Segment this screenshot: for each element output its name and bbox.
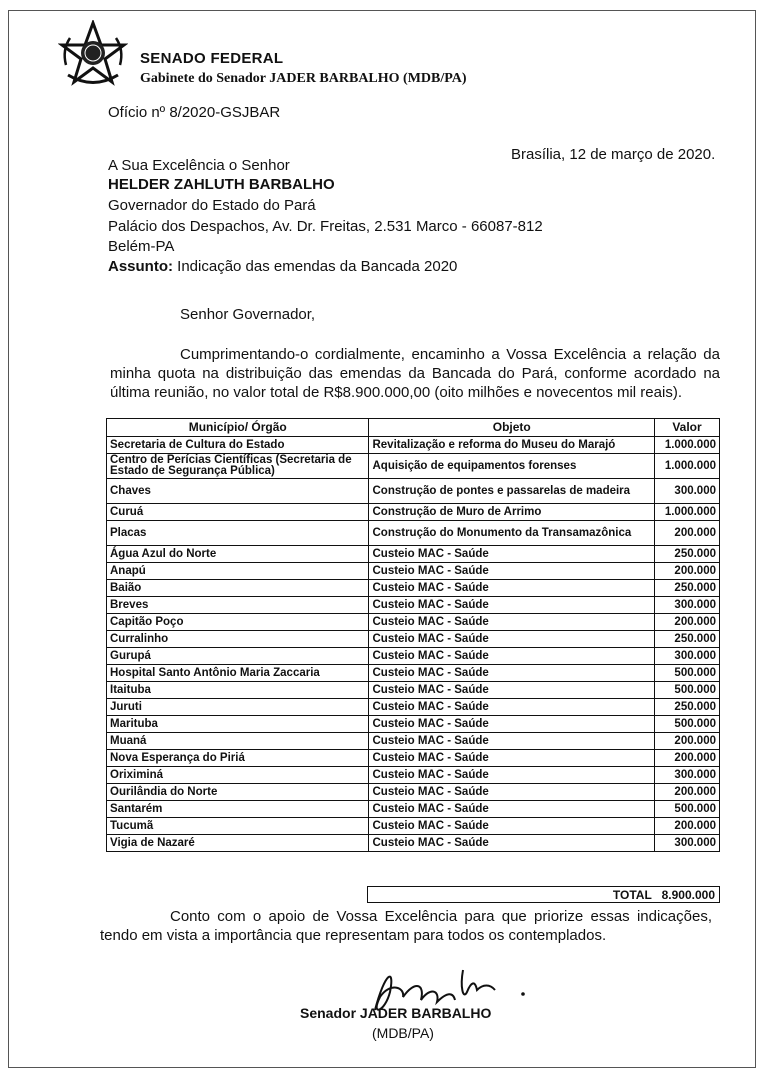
- subject-text: Indicação das emendas da Bancada 2020: [177, 258, 458, 275]
- table-row: [107, 479, 720, 504]
- cell-municipio: Muaná: [107, 733, 369, 750]
- cell-objeto: Construção de Muro de Arrimo: [369, 504, 655, 521]
- cell-objeto: Custeio MAC - Saúde: [369, 648, 655, 665]
- cell-valor: 1.000.000: [655, 437, 720, 454]
- cell-objeto: Custeio MAC - Saúde: [369, 699, 655, 716]
- cell-municipio: Anapú: [107, 563, 369, 580]
- cell-municipio: Curuá: [107, 504, 369, 521]
- cell-valor: 250.000: [655, 699, 720, 716]
- cell-municipio: Placas: [107, 521, 369, 546]
- cell-valor: 300.000: [655, 597, 720, 614]
- cell-municipio: Gurupá: [107, 648, 369, 665]
- cell-municipio: Hospital Santo Antônio Maria Zaccaria: [107, 665, 369, 682]
- document-reference: Ofício nº 8/2020-GSJBAR: [108, 104, 281, 121]
- cell-municipio: Água Azul do Norte: [107, 546, 369, 563]
- total-label: TOTAL: [612, 888, 652, 902]
- cell-municipio: Oriximiná: [107, 767, 369, 784]
- column-header-valor: Valor: [655, 419, 720, 437]
- subject-label: Assunto:: [108, 258, 173, 275]
- cell-objeto: Custeio MAC - Saúde: [369, 682, 655, 699]
- column-header-municipio: Município/ Órgão: [107, 419, 369, 437]
- cell-valor: 500.000: [655, 801, 720, 818]
- table-row: [107, 716, 720, 733]
- table-row: [107, 597, 720, 614]
- cell-municipio: Baião: [107, 580, 369, 597]
- cell-municipio: Marituba: [107, 716, 369, 733]
- cell-valor: 300.000: [655, 835, 720, 852]
- recipient-title: Governador do Estado do Pará: [108, 197, 316, 214]
- table-row: [107, 750, 720, 767]
- cell-municipio: Capitão Poço: [107, 614, 369, 631]
- cell-municipio: Nova Esperança do Piriá: [107, 750, 369, 767]
- table-row: [107, 580, 720, 597]
- cell-objeto: Custeio MAC - Saúde: [369, 716, 655, 733]
- table-row: [107, 563, 720, 580]
- cell-municipio: Chaves: [107, 479, 369, 504]
- recipient-city: Belém-PA: [108, 238, 175, 255]
- cell-objeto: Custeio MAC - Saúde: [369, 546, 655, 563]
- cell-valor: 200.000: [655, 521, 720, 546]
- cell-objeto: Custeio MAC - Saúde: [369, 750, 655, 767]
- table-row: [107, 546, 720, 563]
- cell-objeto: Custeio MAC - Saúde: [369, 801, 655, 818]
- table-row: [107, 648, 720, 665]
- cell-valor: 200.000: [655, 614, 720, 631]
- cell-objeto: Custeio MAC - Saúde: [369, 597, 655, 614]
- document-date: Brasília, 12 de março de 2020.: [511, 146, 716, 163]
- cell-municipio: Curralinho: [107, 631, 369, 648]
- cell-objeto: Custeio MAC - Saúde: [369, 767, 655, 784]
- table-header-row: [107, 419, 720, 437]
- recipient-salutation: A Sua Excelência o Senhor: [108, 157, 290, 174]
- office-name: Gabinete do Senador JADER BARBALHO (MDB/PA): [140, 71, 467, 86]
- table-row: [107, 682, 720, 699]
- table-row: [107, 818, 720, 835]
- table-row: [107, 784, 720, 801]
- table-row: [107, 699, 720, 716]
- cell-objeto: Revitalização e reforma do Museu do Marajó: [369, 437, 655, 454]
- cell-objeto: Custeio MAC - Saúde: [369, 665, 655, 682]
- cell-municipio: Itaituba: [107, 682, 369, 699]
- cell-valor: 500.000: [655, 665, 720, 682]
- cell-objeto: Custeio MAC - Saúde: [369, 614, 655, 631]
- cell-objeto: Custeio MAC - Saúde: [369, 818, 655, 835]
- cell-objeto: Aquisição de equipamentos forenses: [369, 454, 655, 479]
- cell-municipio: Tucumã: [107, 818, 369, 835]
- cell-objeto: Custeio MAC - Saúde: [369, 733, 655, 750]
- table-row: [107, 801, 720, 818]
- recipient-name: HELDER ZAHLUTH BARBALHO: [108, 176, 335, 193]
- cell-valor: 500.000: [655, 716, 720, 733]
- column-header-objeto: Objeto: [369, 419, 655, 437]
- table-row: [107, 504, 720, 521]
- cell-municipio: Secretaria de Cultura do Estado: [107, 437, 369, 454]
- greeting: Senhor Governador,: [180, 306, 316, 323]
- cell-municipio: Centro de Perícias Científicas (Secretaria de Estado de Segurança Pública): [107, 454, 369, 479]
- cell-objeto: Custeio MAC - Saúde: [369, 580, 655, 597]
- body-paragraph: Cumprimentando-o cordialmente, encaminho a Vossa Excelência a relação da minha quota na distribuição das emendas da Bancada do Pará, conforme acordado na última reunião, no valor total de R$8.900.000,00 (oito milhões e novecentos mil reais).: [110, 346, 720, 401]
- cell-valor: 300.000: [655, 767, 720, 784]
- cell-objeto: Construção de pontes e passarelas de madeira: [369, 479, 655, 504]
- cell-valor: 300.000: [655, 479, 720, 504]
- table-row: [107, 437, 720, 454]
- table-row: [107, 631, 720, 648]
- brazil-coat-of-arms-icon: [58, 20, 128, 90]
- cell-valor: 1.000.000: [655, 504, 720, 521]
- table-row: [107, 454, 720, 479]
- table-row: [107, 614, 720, 631]
- cell-objeto: Construção do Monumento da Transamazônica: [369, 521, 655, 546]
- cell-objeto: Custeio MAC - Saúde: [369, 784, 655, 801]
- cell-municipio: Santarém: [107, 801, 369, 818]
- cell-municipio: Vigia de Nazaré: [107, 835, 369, 852]
- cell-objeto: Custeio MAC - Saúde: [369, 631, 655, 648]
- cell-valor: 500.000: [655, 682, 720, 699]
- table-row: [107, 733, 720, 750]
- cell-objeto: Custeio MAC - Saúde: [369, 835, 655, 852]
- cell-valor: 200.000: [655, 818, 720, 835]
- cell-valor: 200.000: [655, 563, 720, 580]
- org-name: SENADO FEDERAL: [140, 50, 284, 67]
- table-row: [107, 521, 720, 546]
- subject-line: [108, 258, 457, 275]
- cell-municipio: Breves: [107, 597, 369, 614]
- cell-valor: 250.000: [655, 580, 720, 597]
- table-row: [107, 665, 720, 682]
- cell-valor: 200.000: [655, 733, 720, 750]
- total-row: [367, 886, 720, 903]
- closing-paragraph: Conto com o apoio de Vossa Excelência para que priorize essas indicações, tendo em vista a importância que representam para todos os contemplados.: [100, 908, 712, 944]
- cell-municipio: Juruti: [107, 699, 369, 716]
- cell-valor: 1.000.000: [655, 454, 720, 479]
- cell-valor: 200.000: [655, 750, 720, 767]
- cell-valor: 250.000: [655, 631, 720, 648]
- cell-valor: 250.000: [655, 546, 720, 563]
- cell-valor: 200.000: [655, 784, 720, 801]
- cell-objeto: Custeio MAC - Saúde: [369, 563, 655, 580]
- table-row: [107, 835, 720, 852]
- amendments-table: [106, 418, 720, 852]
- signature-party: (MDB/PA): [372, 1025, 434, 1041]
- total-value: 8.900.000: [661, 888, 715, 902]
- cell-valor: 300.000: [655, 648, 720, 665]
- cell-municipio: Ourilândia do Norte: [107, 784, 369, 801]
- table-row: [107, 767, 720, 784]
- recipient-address: Palácio dos Despachos, Av. Dr. Freitas, 2.531 Marco - 66087-812: [108, 218, 543, 235]
- signature-name: Senador JADER BARBALHO: [300, 1005, 492, 1021]
